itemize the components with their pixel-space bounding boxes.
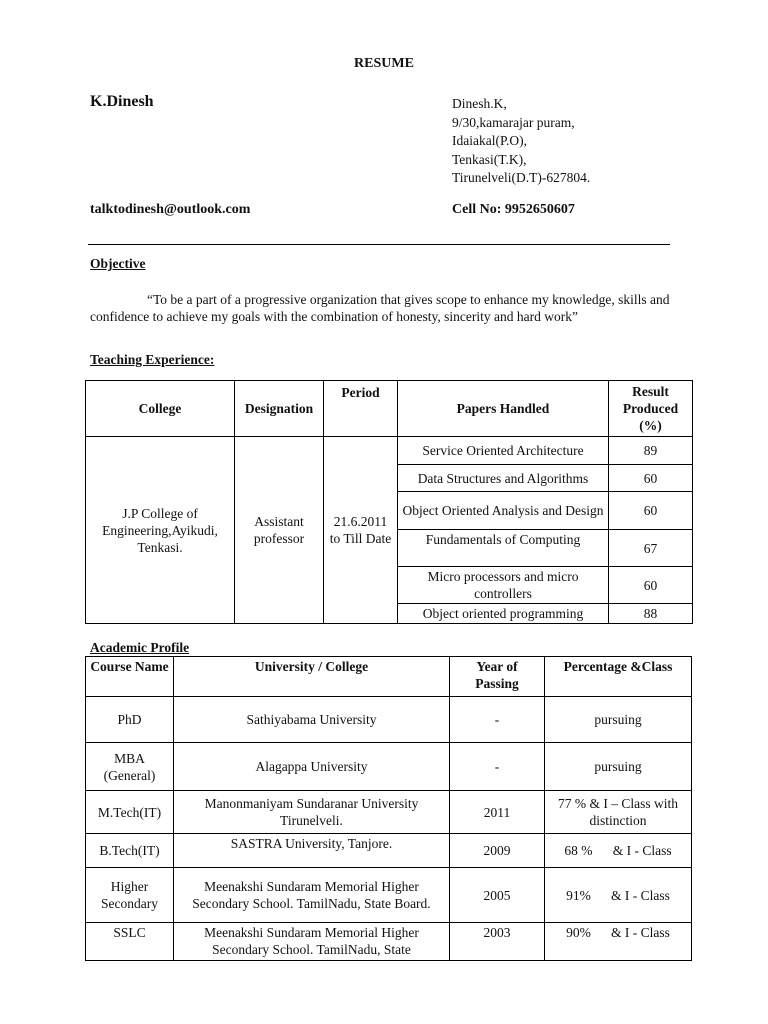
year-cell: - — [450, 697, 545, 743]
course-cell: MBA (General) — [86, 743, 174, 791]
university-cell: Alagappa University — [174, 743, 450, 791]
result-cell: 60 — [609, 492, 693, 530]
horizontal-divider — [88, 244, 670, 245]
university-cell: Manonmaniyam Sundaranar University Tirunelveli. — [174, 791, 450, 834]
objective-text: “To be a part of a progressive organization that gives scope to enhance my knowledge, skills and confidence to achieve my goals with the combination of honesty, sincerity and hard work” — [90, 292, 670, 324]
table-row — [86, 923, 692, 961]
table-row — [86, 743, 692, 791]
year-cell: 2005 — [450, 868, 545, 923]
course-cell: Higher Secondary — [86, 868, 174, 923]
result-cell: 88 — [609, 604, 693, 624]
candidate-name: K.Dinesh — [90, 93, 154, 110]
column-header-percentage: Percentage &Class — [545, 657, 692, 697]
result-cell: 67 — [609, 530, 693, 567]
paper-cell: Fundamentals of Computing — [398, 530, 609, 567]
percentage-cell: pursuing — [545, 697, 692, 743]
paper-cell: Micro processors and micro controllers — [398, 567, 609, 604]
column-header-period: Period — [324, 381, 398, 437]
university-cell: Sathiyabama University — [174, 697, 450, 743]
teaching-experience-table — [85, 380, 693, 624]
percentage-cell: 91% & I - Class — [545, 868, 692, 923]
designation-cell: Assistant professor — [235, 437, 324, 624]
year-cell: 2003 — [450, 923, 545, 961]
table-row — [86, 697, 692, 743]
course-cell: M.Tech(IT) — [86, 791, 174, 834]
result-cell: 60 — [609, 567, 693, 604]
year-cell: 2011 — [450, 791, 545, 834]
period-cell: 21.6.2011 to Till Date — [324, 437, 398, 624]
teaching-experience-heading: Teaching Experience: — [90, 352, 215, 367]
table-header-row — [86, 381, 693, 437]
address-line: 9/30,kamarajar puram, — [452, 114, 575, 130]
table-row — [86, 868, 692, 923]
university-cell: Meenakshi Sundaram Memorial Higher Secondary School. TamilNadu, State Board. — [174, 868, 450, 923]
address-line: Idaiakal(P.O), — [452, 133, 527, 148]
address-line: Dinesh.K, — [452, 96, 507, 111]
table-row — [86, 834, 692, 868]
paper-cell: Service Oriented Architecture — [398, 437, 609, 465]
percentage-cell: 68 % & I - Class — [545, 834, 692, 868]
course-cell: SSLC — [86, 923, 174, 961]
address-line: Tirunelveli(D.T)-627804. — [452, 170, 591, 185]
column-header-course: Course Name — [86, 657, 174, 697]
course-cell: PhD — [86, 697, 174, 743]
address-line: Tenkasi(T.K), — [452, 151, 527, 167]
table-row — [86, 791, 692, 834]
objective-heading: Objective — [90, 256, 146, 271]
college-cell: J.P College of Engineering,Ayikudi, Tenkasi. — [86, 437, 235, 624]
paper-cell: Data Structures and Algorithms — [398, 465, 609, 492]
percentage-cell: 77 % & I – Class with distinction — [545, 791, 692, 834]
table-row — [86, 437, 693, 465]
percentage-cell: 90% & I - Class — [545, 923, 692, 961]
column-header-college: College — [86, 381, 235, 437]
university-cell: SASTRA University, Tanjore. — [174, 834, 450, 868]
column-header-designation: Designation — [235, 381, 324, 437]
column-header-university: University / College — [174, 657, 450, 697]
paper-cell: Object Oriented Analysis and Design — [398, 492, 609, 530]
email-address: talktodinesh@outlook.com — [90, 202, 251, 217]
cell-number: Cell No: 9952650607 — [452, 202, 575, 217]
result-cell: 60 — [609, 465, 693, 492]
university-cell: Meenakshi Sundaram Memorial Higher Secondary School. TamilNadu, State — [174, 923, 450, 961]
year-cell: - — [450, 743, 545, 791]
column-header-papers: Papers Handled — [398, 381, 609, 437]
percentage-cell: pursuing — [545, 743, 692, 791]
document-title: RESUME — [354, 56, 414, 71]
course-cell: B.Tech(IT) — [86, 834, 174, 868]
address-block — [452, 95, 590, 188]
year-cell: 2009 — [450, 834, 545, 868]
table-header-row — [86, 657, 692, 697]
column-header-result: Result Produced (%) — [609, 381, 693, 437]
paper-cell: Object oriented programming — [398, 604, 609, 624]
academic-profile-table — [85, 656, 692, 961]
academic-profile-heading: Academic Profile — [90, 640, 190, 655]
column-header-year: Year of Passing — [450, 657, 545, 697]
result-cell: 89 — [609, 437, 693, 465]
